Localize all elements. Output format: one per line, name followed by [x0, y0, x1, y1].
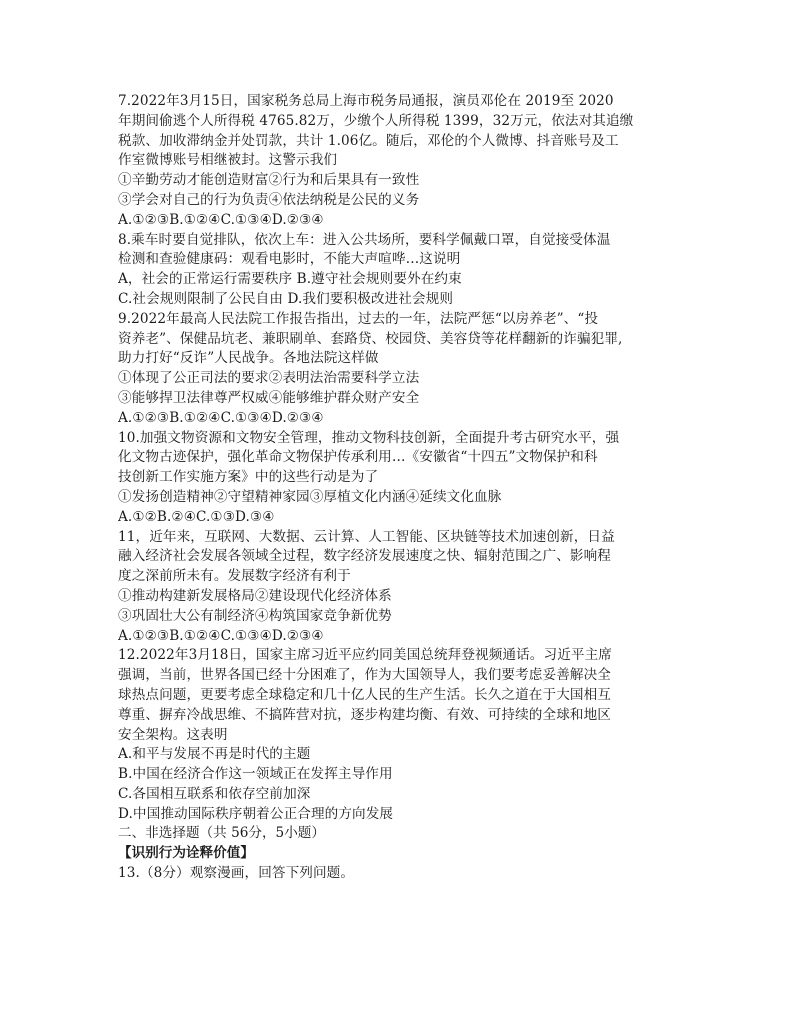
question-option-line: A，社会的正常运行需要秩序 B.遵守社会规则要外在约束 [118, 271, 462, 288]
question-stem-line: 8.乘车时要自觉排队，依次上车：进入公共场所，要科学佩戴口罩，自觉接受体温 [118, 231, 611, 248]
question-stem-line: 11，近年来，互联网、大数据、云计算、人工智能、区块链等技术加速创新，日益 [118, 528, 615, 545]
question-7 [118, 92, 680, 231]
question-stem-line: 资养老”、保健品坑老、兼职刷单、套路贷、校园贷、美容贷等花样翻新的诈骗犯罪, [118, 330, 623, 347]
question-answer-choices: A.①②③B.①②④C.①③④D.②③④ [118, 409, 324, 426]
question-stem-line: 尊重、摒弃冷战思维、不搞阵营对抗，逐步构建均衡、有效、可持续的全球和地区 [118, 706, 611, 723]
question-answer-choices: A.①②B.②④C.①③D.③④ [118, 508, 275, 525]
question-option-line: C.各国相互联系和依存空前加深 [118, 785, 311, 802]
question-stem-line: 作室微博账号相继被封。这警示我们 [118, 152, 338, 169]
question-stem-line: 安全架构。这表明 [118, 726, 228, 743]
question-stem-line: 化文物古迹保护，强化革命文物保护传承利用…《安徽省“十四五”文物保护和科 [118, 449, 598, 466]
question-stem-line: 10.加强文物资源和文物安全管理，推动文物科技创新，全面提升考古研究水平，强 [118, 429, 620, 446]
question-12 [118, 646, 680, 824]
question-stem-line: 球热点问题，更要考虑全球稳定和几十亿人民的生产生活。长久之道在于大国相互 [118, 686, 611, 703]
question-stem-line: 检测和查验健康码：观看电影时，不能大声喧哗…这说明 [118, 251, 461, 268]
question-9 [118, 310, 680, 429]
question-stem-line: 年期间偷逃个人所得税 4765.82万，少缴个人所得税 1399，32万元，依法对其追缴 [118, 112, 634, 129]
question-stem-line: 7.2022年3月15日，国家税务总局上海市税务局通报，演员邓伦在 2019至 2020 [118, 93, 614, 109]
question-option-line: D.中国推动国际秩序朝着公正合理的方向发展 [118, 805, 394, 822]
question-stem-line: 度之深前所未有。发展数字经济有利于 [118, 568, 351, 585]
question-stem-line: 技创新工作实施方案》中的这些行动是为了 [118, 469, 379, 486]
question-answer-choices: A.①②③B.①②④C.①③④D.②③④ [118, 627, 324, 644]
question-stem-line: 助力打好“反诈”人民战争。各地法院这样做 [118, 350, 379, 367]
question-answer-choices: A.①②③B.①②④C.①③④D.②③④ [118, 211, 324, 228]
question-option-line: B.中国在经济合作这一领域正在发挥主导作用 [118, 766, 393, 783]
question-8 [118, 231, 680, 310]
question-stem-line: 强调，当前，世界各国已经十分困难了，作为大国领导人，我们要考虑妥善解决全 [118, 667, 611, 684]
question-stem-line: 融入经济社会发展各领域全过程，数字经济发展速度之快、辐射范围之广、影响程 [118, 548, 611, 565]
question-option-line: ①辛勤劳动才能创造财富②行为和后果具有一致性 [118, 172, 420, 189]
subsection-heading: 【识别行为诠释价值】 [118, 845, 254, 862]
question-option-line: ①体现了公正司法的要求②表明法治需要科学立法 [118, 370, 420, 387]
question-option-line: A.和平与发展不再是时代的主题 [118, 746, 311, 763]
question-stem-line: 税款、加收滞纳金并处罚款，共计 1.06亿。随后，邓伦的个人微博、抖音账号及工 [118, 132, 619, 149]
question-option-line: ③能够捍卫法律尊严权威④能够维护群众财产安全 [118, 389, 420, 406]
question-option-line: C.社会规则限制了公民自由 D.我们要积极改进社会规则 [118, 290, 454, 307]
question-13-prompt: 13.（8分）观察漫画，回答下列问题。 [118, 865, 355, 882]
question-option-line: ①推动构建新发展格局②建设现代化经济体系 [118, 587, 392, 604]
question-option-line: ①发扬创造精神②守望精神家园③厚植文化内涵④延续文化血脉 [118, 488, 502, 505]
question-option-line: ③巩固壮大公有制经济④构筑国家竞争新优势 [118, 607, 392, 624]
section-heading: 二、非选择题（共 56分，5小题） [118, 825, 325, 842]
question-stem-line: 12.2022年3月18日，国家主席习近平应约同美国总统拜登视频通话。习近平主席 [118, 647, 612, 664]
question-option-line: ③学会对自己的行为负责④依法纳税是公民的义务 [118, 191, 420, 208]
question-11 [118, 528, 680, 647]
exam-page [118, 92, 680, 884]
question-stem-line: 9.2022年最高人民法院工作报告指出，过去的一年，法院严惩“以房养老”、“投 [118, 310, 599, 327]
question-10 [118, 429, 680, 528]
